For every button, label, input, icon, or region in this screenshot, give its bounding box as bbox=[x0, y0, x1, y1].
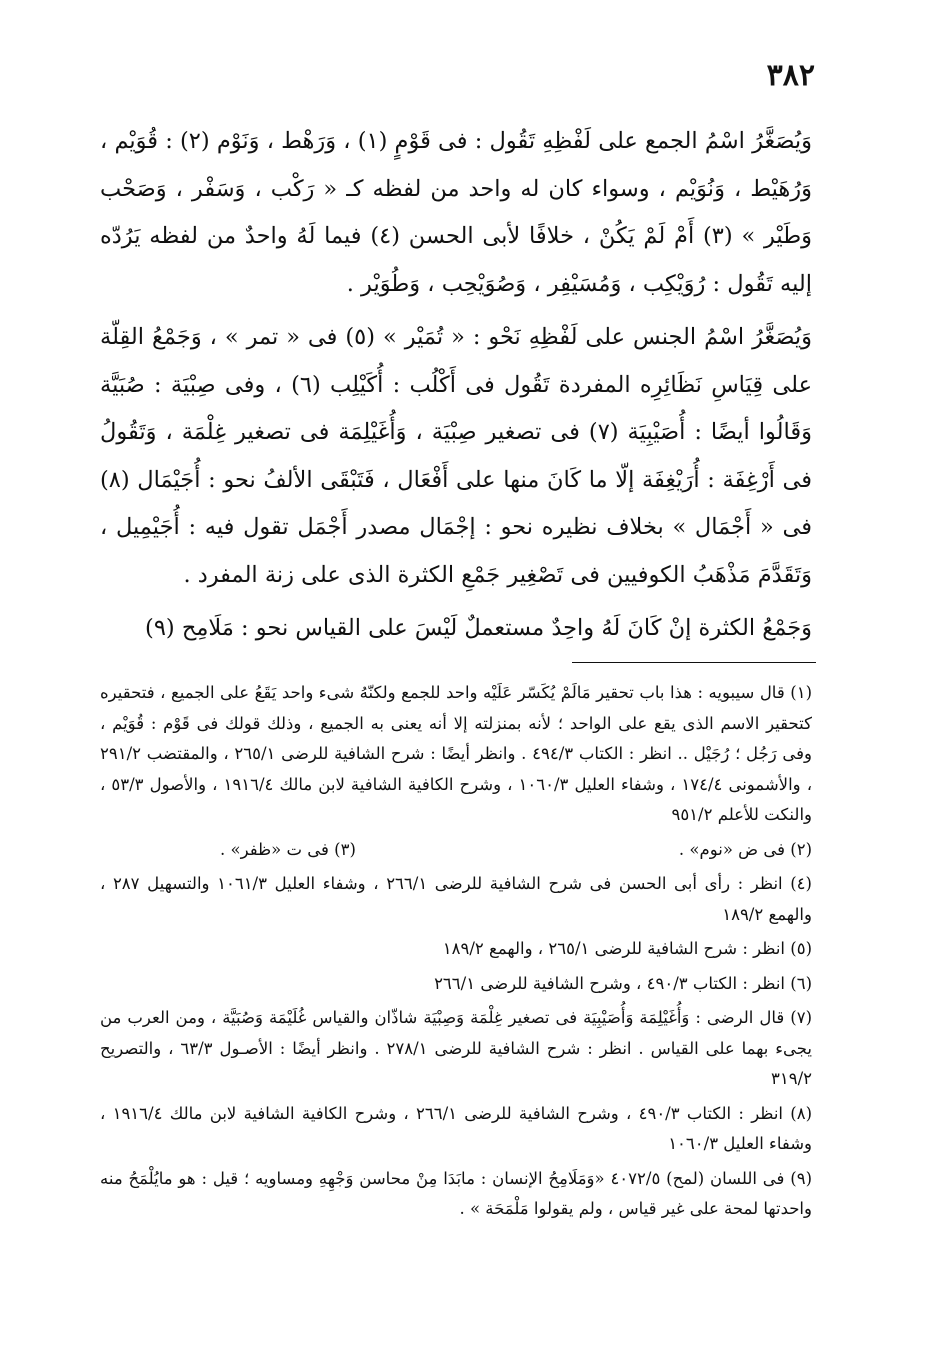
footnote-7: (٧) قال الرضى : وَأُغَيْلِمَة وَأُصَيْبِيَة فى تصغير غِلْمَة وَصِبْيَة شاذّان والقياس غُلَيْمَة وَصُبَيَّة ، ومن العرب من يجىء بهما على القياس . انظر : شرح الشافية للرضى ٢٧٨/١ . وانظر أيضًا : الأصـول ٦٣/٣ ، والتصريح ٣١٩/٢ bbox=[100, 1008, 813, 1088]
main-text bbox=[100, 118, 812, 659]
footnotes bbox=[100, 678, 812, 1229]
footnote-9: (٩) فى اللسان (لمح) ٤٠٧٢/٥ «وَمَلَامِحُ الإنسان : مابَدَا مِنْ محاسن وَجْهِهِ ومساويه ؛ قيل : هو مايُلْمَحُ منه واحدتها لمحة على غير قياس ، ولم يقولوا مَلْمَحَة » . bbox=[100, 1168, 812, 1218]
page-number: ٣٨٢ bbox=[766, 58, 815, 93]
footnote-3: (٣) فى ت «ظفر» . bbox=[220, 839, 356, 859]
footnote-4: (٤) انظر : رأى أبى الحسن فى شرح الشافية للرضى ٢٦٦/١ ، وشفاء العليل ١٠٦١/٣ والتسهيل ٢٨٧ ، والهمع ١٨٩/٢ bbox=[100, 874, 812, 924]
footnote-6: (٦) انظر : الكتاب ٤٩٠/٣ ، وشرح الشافية للرضى ٢٦٦/١ bbox=[434, 973, 812, 993]
paragraph-jam-al-kathra: وَجَمْعُ الكثرة إنْ كَانَ لَهُ واحِدٌ مستعملٌ لَيْسَ على القياس نحو : مَلَامِح (٩) bbox=[145, 615, 812, 641]
footnote-2: (٢) فى ض «نوم» . bbox=[678, 839, 812, 859]
footnote-5: (٥) انظر : شرح الشافية للرضى ٢٦٥/١ ، والهمع ١٨٩/٢ bbox=[442, 939, 812, 958]
footnote-1: (١) قال سيبويه : هذا باب تحقير مَالَمْ يُكَسّر عَلَيْه واحد للجمع ولكنّهُ شىء واحد يَقَعُ على الجميع ، فتحقيره كتحقير الاسم الذى يقع على الواحد ؛ لأنه بمنزلته إلا أنه يعنى به الجميع ، وذلك قولك فى قَوْم : قُوَيْم ، وفى رَجُل ؛ رُجَيْل .. انظر : الكتاب ٤٩٤/٣ . وانظر أيضًا : شرح الشافية للرضى ٢٦٥/١ ، والمقتضب ٢٩١/٢ ، والأشمونى ١٧٤/٤ ، وشفاء العليل ١٠٦٠/٣ ، وشرح الكافية الشافية لابن مالك ١٩١٦/٤ ، والأصول ٥٣/٣ ، والنكت للأعلم ٩٥١/٢ bbox=[100, 683, 813, 824]
footnote-divider bbox=[572, 662, 816, 663]
paragraph-ism-al-jam: وَيُصَغَّرُ اسْمُ الجمع على لَفْظِهِ تَقُول : فى قَوْمٍ (١) ، وَرَهْط ، وَنَوْم (٢) : قُوَيْم ، وَرُهَيْط ، وَنُوَيْم ، وسواء كان له واحد من لفظه كـ « رَكْب ، وَسَفْر ، وَصَحْب وَطَيْر » (٣) أَمْ لَمْ يَكُنْ ، خلافًا لأبى الحسن (٤) فيما لَهُ واحدٌ من لفظه يَرُدّه إليه تَقُول : رُوَيْكِب ، وَمُسَيْفِر ، وَصُوَيْحِب ، وَطُوَيْر . bbox=[100, 128, 812, 297]
footnotes-2-3-row bbox=[100, 835, 812, 866]
footnote-8: (٨) انظر : الكتاب ٤٩٠/٣ ، وشرح الشافية للرضى ٢٦٦/١ ، وشرح الكافية الشافية لابن مالك ١٩١٦/٤ ، وشفاء العليل ١٠٦٠/٣ bbox=[100, 1103, 813, 1153]
paragraph-ism-al-jins: وَيُصَغَّرُ اسْمُ الجنس على لَفْظِهِ نَحْو : « تُمَيْر » (٥) فى « تمر » ، وَجَمْعُ القِلّة على قِيَاسِ نَظَائِرِه المفردة تَقُول فى أَكْلُب : أُكَيْلِب (٦) ، وفى صِبْيَة : صُبَيَّة وَقَالُوا أيضًا : أُصَيْبِيَة (٧) فى تصغير صِبْيَة ، وَأُغَيْلِمَة فى تصغير غِلْمَة ، وَتَقُولُ فى أَرْغِفَة : أُرَيْغِفَة إلّا ما كَانَ منها على أَفْعَال ، فَتَبْقَى الألفُ نحو : أُجَيْمَال (٨) فى « أَجْمَال » بخلاف نظيره نحو : إجْمَال مصدر أَجْمَل تقول فيه : أُجَيْمِيل ، وَتَقَدَّمَ مَذْهَبُ الكوفيين فى تَصْغِير جَمْعِ الكثرة الذى على زنة المفرد . bbox=[100, 324, 813, 588]
